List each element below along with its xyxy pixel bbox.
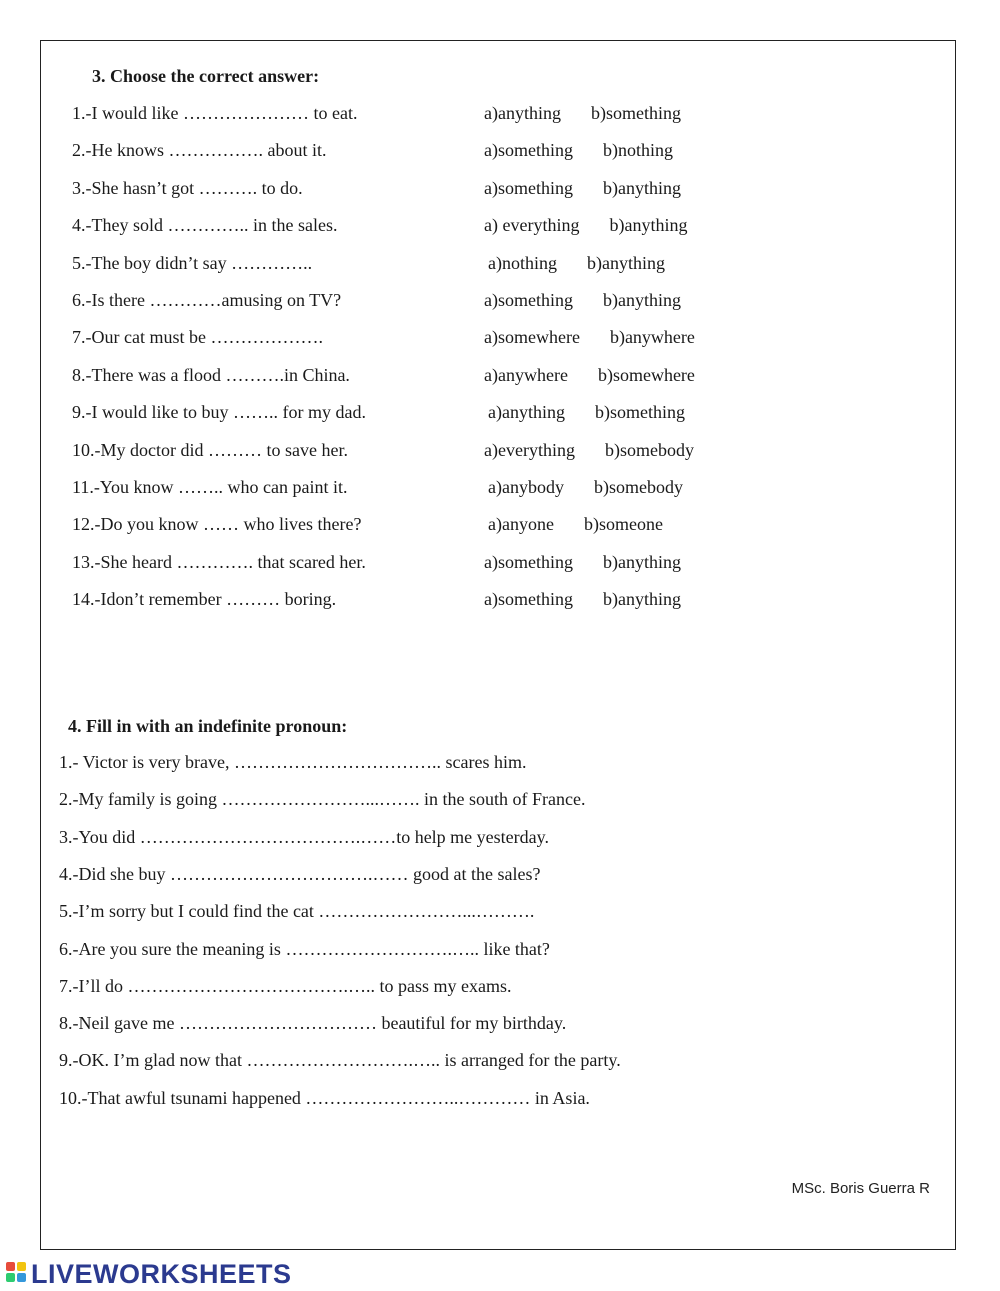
- options-10: [484, 440, 694, 461]
- options-12: [488, 514, 663, 535]
- option-b[interactable]: b)somewhere: [597, 365, 695, 385]
- option-b[interactable]: b)someone: [583, 514, 663, 534]
- question-1: 1.-I would like ………………… to eat.: [72, 103, 358, 123]
- option-a[interactable]: a)anything: [488, 402, 565, 422]
- option-b[interactable]: b)anything: [602, 178, 681, 198]
- option-a[interactable]: a)something: [484, 290, 573, 310]
- section-3-heading: 3. Choose the correct answer:: [92, 66, 320, 86]
- author-signature: MSc. Boris Guerra R: [791, 1180, 930, 1197]
- option-a[interactable]: a)anyone: [488, 514, 554, 534]
- question-9: 9.-I would like to buy …….. for my dad.: [72, 402, 366, 422]
- question-2: 2.-He knows ……………. about it.: [72, 140, 327, 160]
- question-14: 14.-Idon’t remember ……… boring.: [72, 589, 337, 609]
- fill-in-item-1: 1.- Victor is very brave, …………………………….. scares him.: [59, 752, 527, 772]
- question-13: 13.-She heard …………. that scared her.: [72, 552, 366, 572]
- options-14: [484, 589, 681, 610]
- option-a[interactable]: a)something: [484, 552, 573, 572]
- fill-in-item-9: 9.-OK. I’m glad now that ……………………….….. is arranged for the party.: [59, 1050, 621, 1070]
- question-10: 10.-My doctor did ……… to save her.: [72, 440, 348, 460]
- fill-in-item-7: 7.-I’ll do ……………………………….….. to pass my exams.: [59, 976, 512, 996]
- option-b[interactable]: b)anywhere: [609, 327, 695, 347]
- fill-in-item-8: 8.-Neil gave me …………………………… beautiful for my birthday.: [59, 1013, 567, 1033]
- question-4: 4.-They sold ………….. in the sales.: [72, 215, 338, 235]
- question-7: 7.-Our cat must be ……………….: [72, 327, 323, 347]
- question-5: 5.-The boy didn’t say …………..: [72, 253, 313, 273]
- options-4: [484, 215, 687, 236]
- fill-in-item-6: 6.-Are you sure the meaning is ……………………….….. like that?: [59, 939, 550, 959]
- option-b[interactable]: b)nothing: [602, 140, 673, 160]
- options-13: [484, 552, 681, 573]
- option-a[interactable]: a) everything: [484, 215, 580, 235]
- question-3: 3.-She hasn’t got ………. to do.: [72, 178, 303, 198]
- options-6: [484, 290, 681, 311]
- options-3: [484, 178, 681, 199]
- option-a[interactable]: a)anywhere: [484, 365, 568, 385]
- option-a[interactable]: a)nothing: [488, 253, 557, 273]
- options-8: [484, 365, 695, 386]
- fill-in-item-4: 4.-Did she buy …………………………….…… good at the sales?: [59, 864, 541, 884]
- option-b[interactable]: b)something: [590, 103, 681, 123]
- option-b[interactable]: b)somebody: [593, 477, 683, 497]
- options-5: [488, 253, 665, 274]
- options-11: [488, 477, 683, 498]
- option-b[interactable]: b)anything: [609, 215, 688, 235]
- liveworksheets-logo: [6, 1258, 292, 1290]
- option-b[interactable]: b)anything: [602, 290, 681, 310]
- options-7: [484, 327, 695, 348]
- question-11: 11.-You know …….. who can paint it.: [72, 477, 348, 497]
- question-8: 8.-There was a flood ……….in China.: [72, 365, 350, 385]
- option-b[interactable]: b)something: [594, 402, 685, 422]
- question-6: 6.-Is there …………amusing on TV?: [72, 290, 342, 310]
- option-a[interactable]: a)something: [484, 178, 573, 198]
- options-2: [484, 140, 673, 161]
- logo-text: LIVEWORKSHEETS: [31, 1258, 292, 1289]
- options-9: [488, 402, 685, 423]
- fill-in-item-5: 5.-I’m sorry but I could find the cat ……………………...……….: [59, 901, 535, 921]
- option-b[interactable]: b)somebody: [604, 440, 694, 460]
- option-b[interactable]: b)anything: [602, 552, 681, 572]
- options-1: [484, 103, 681, 124]
- option-b[interactable]: b)anything: [602, 589, 681, 609]
- option-a[interactable]: a)something: [484, 589, 573, 609]
- fill-in-item-3: 3.-You did ……………………………….……to help me yesterday.: [59, 827, 549, 847]
- fill-in-item-10: 10.-That awful tsunami happened ……………………..………… in Asia.: [59, 1088, 590, 1108]
- question-12: 12.-Do you know …… who lives there?: [72, 514, 362, 534]
- option-a[interactable]: a)something: [484, 140, 573, 160]
- option-b[interactable]: b)anything: [587, 253, 665, 273]
- fill-in-item-2: 2.-My family is going ……………………...……. in the south of France.: [59, 789, 586, 809]
- option-a[interactable]: a)anything: [484, 103, 561, 123]
- logo-mark-icon: [6, 1262, 28, 1286]
- option-a[interactable]: a)somewhere: [484, 327, 580, 347]
- section-4-heading: 4. Fill in with an indefinite pronoun:: [68, 716, 348, 736]
- option-a[interactable]: a)everything: [484, 440, 575, 460]
- option-a[interactable]: a)anybody: [488, 477, 564, 497]
